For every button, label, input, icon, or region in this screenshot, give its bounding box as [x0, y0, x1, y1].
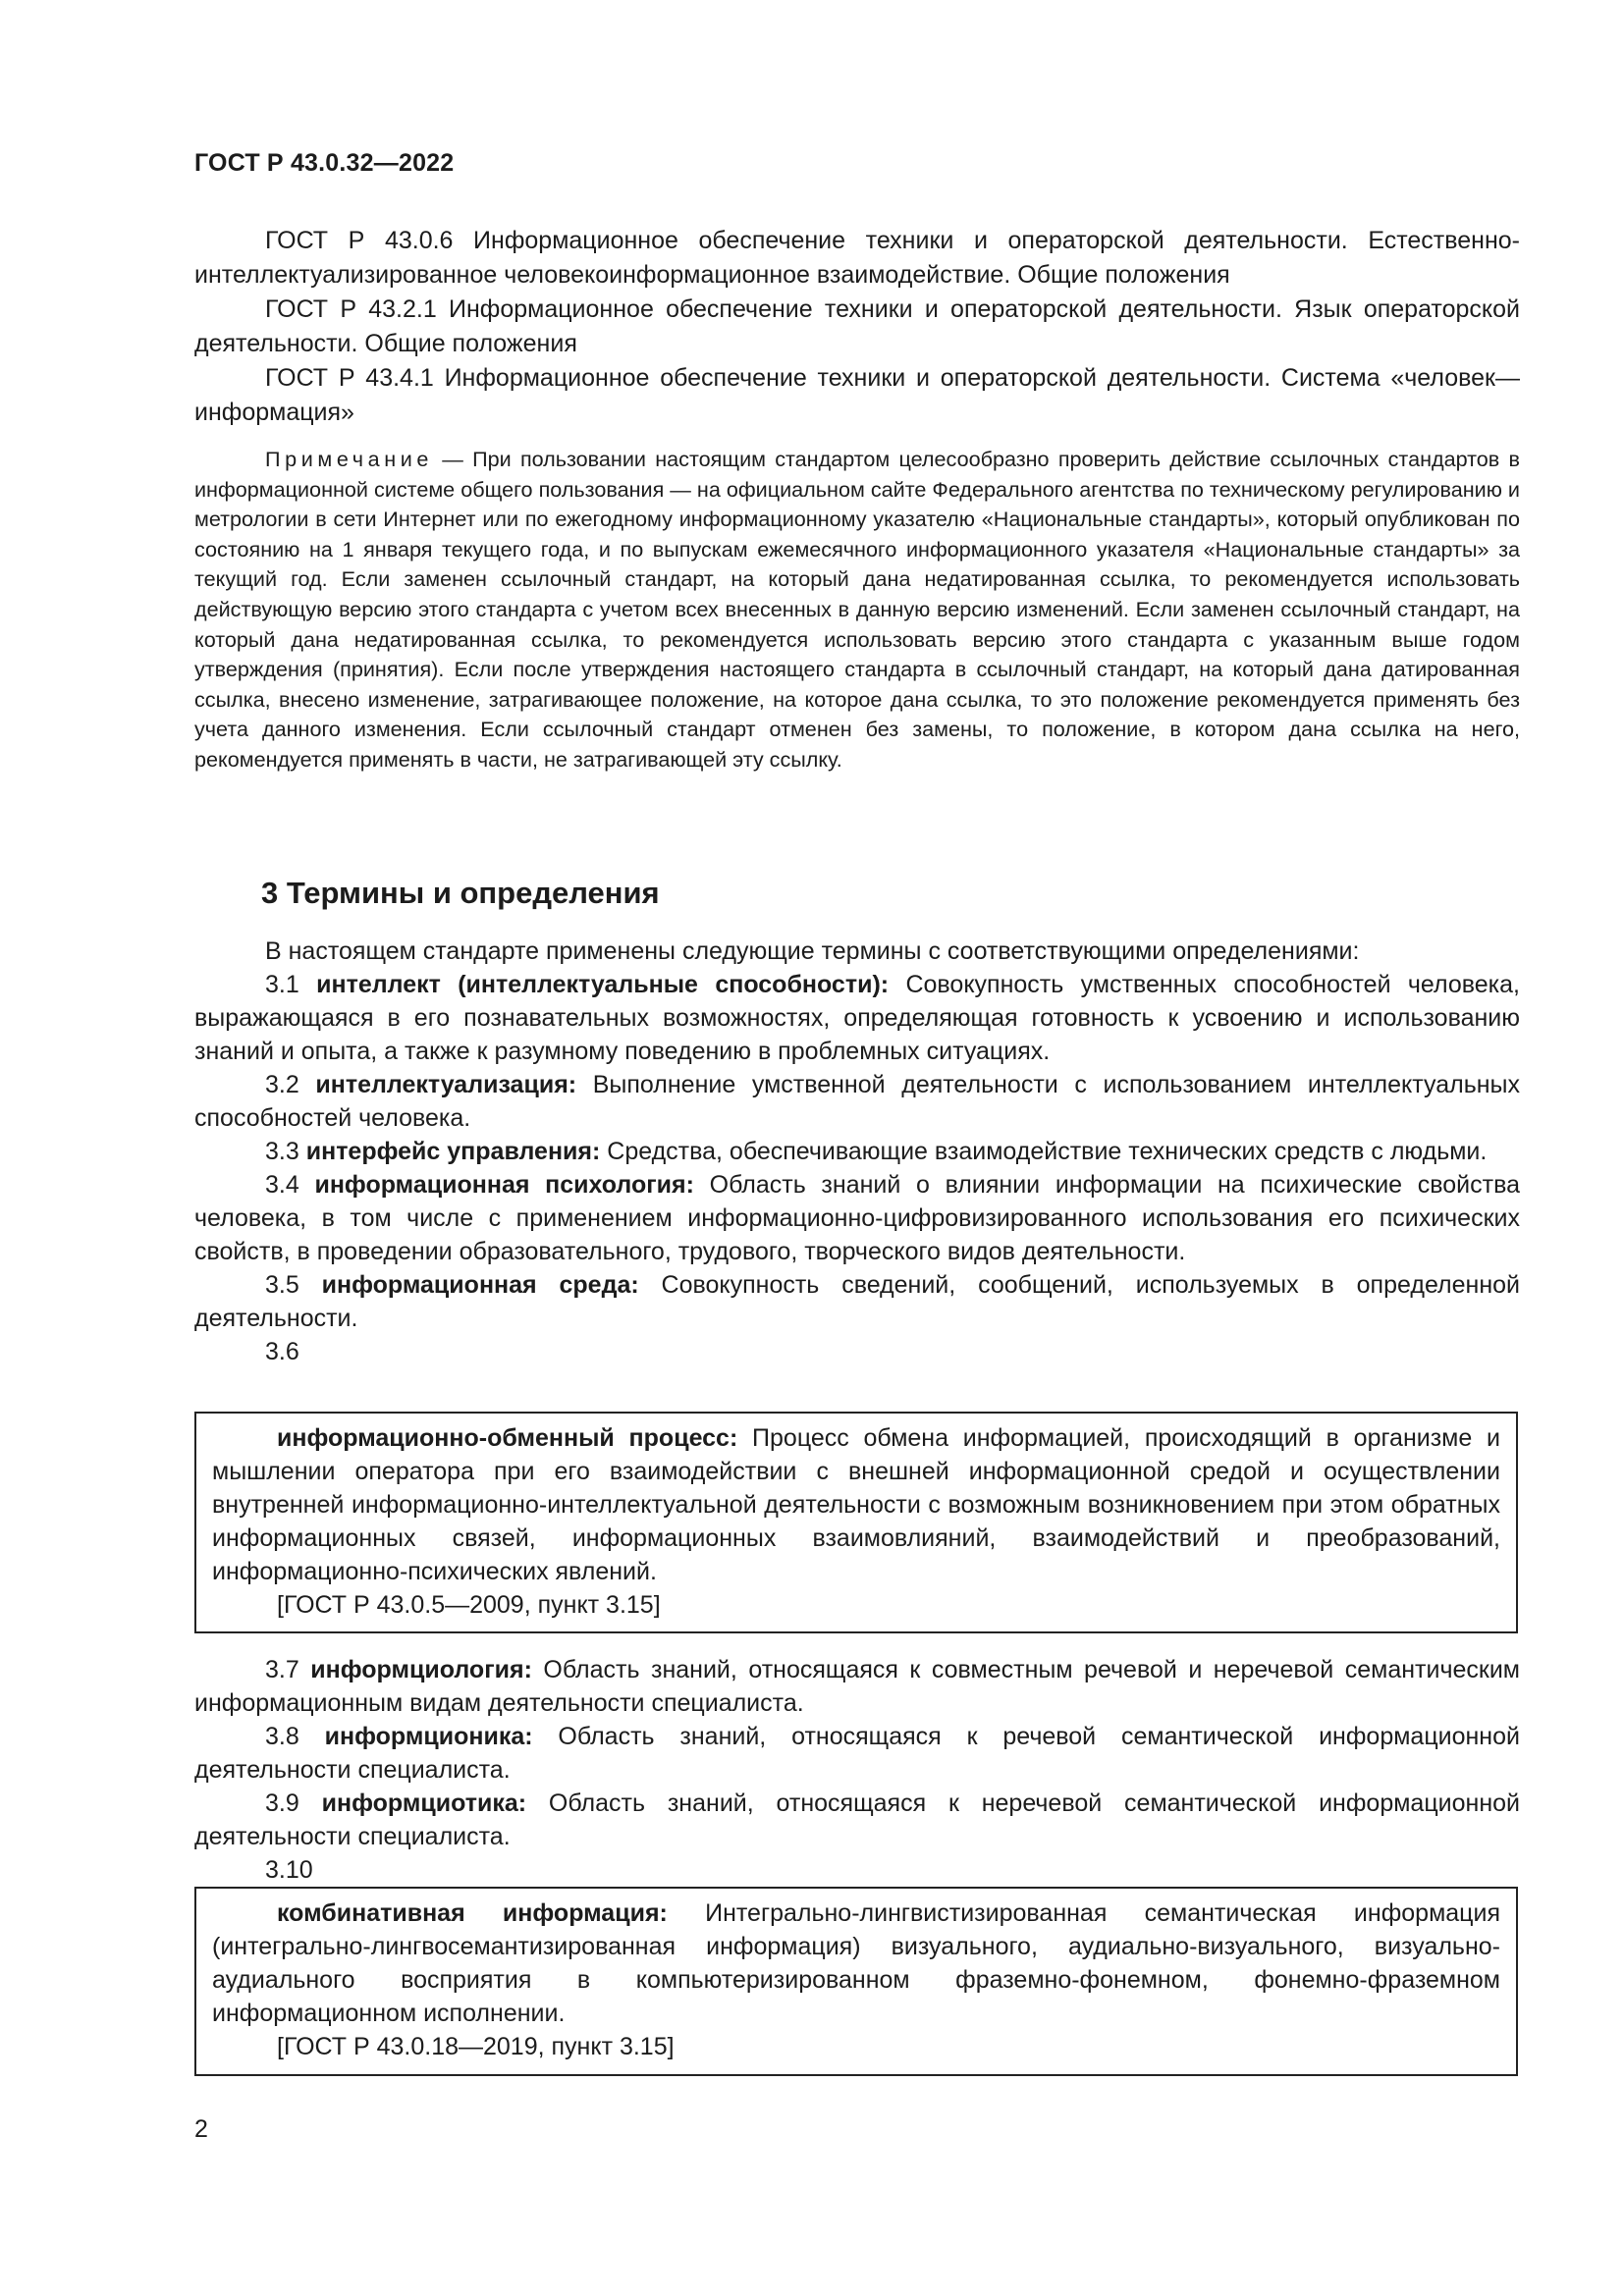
section-title: 3 Термины и определения: [261, 876, 660, 910]
term-name: информциотика:: [321, 1789, 527, 1817]
page-header-doc-id: ГОСТ Р 43.0.32—2022: [194, 149, 455, 177]
term-definition: Область знаний, относящаяся к совместным речевой и неречевой семантическим информационным видам деятельности специалиста.: [194, 1656, 1520, 1717]
term-definition: Выполнение умственной деятельности с использованием интеллектуальных способностей человека.: [194, 1071, 1520, 1132]
term-definition: Область знаний о влиянии информации на психические свойства человека, в том числе с применением информационно-цифровизированного использования его психических свойств, в проведении образовательного, трудового, творческого видов деятельности.: [194, 1171, 1520, 1265]
term-number: 3.2: [265, 1071, 299, 1098]
note-label: Примечание: [265, 447, 433, 471]
note-text: — При пользовании настоящим стандартом целесообразно проверить действие ссылочных стандартов в информационной системе общего пользования — на официальном сайте Федерального агентства по техническому регулированию и метрологии в сети Интернет или по ежегодному информационному указателю «Национальные стандарты», который опубликован по состоянию на 1 января текущего года, и по выпускам ежемесячного информационного указателя «Национальные стандарты» за текущий год. Если заменен ссылочный стандарт, на который дана недатированная ссылка, то рекомендуется использовать действующую версию этого стандарта с учетом всех внесенных в данную версию изменений. Если заменен ссылочный стандарт, на который дана недатированная ссылка, то рекомендуется использовать версию этого стандарта с указанным выше годом утверждения (принятия). Если после утверждения настоящего стандарта в ссылочный стандарт, на который дана датированная ссылка, внесено изменение, затрагивающее положение, на которое дана ссылка, то это положение рекомендуется применять без учета данного изменения. Если ссылочный стандарт отменен без замены, то положение, в котором дана ссылка на него, рекомендуется применять в части, не затрагивающей эту ссылку.: [194, 447, 1520, 772]
term-name: информциология:: [310, 1656, 532, 1683]
page-number: 2: [194, 2115, 208, 2143]
terms-list-a: [194, 934, 1520, 1368]
term-number: 3.9: [265, 1789, 299, 1817]
term-entry: [212, 1896, 1500, 2030]
term-source: [ГОСТ Р 43.0.18—2019, пункт 3.15]: [277, 2033, 675, 2060]
term-definition: Интегрально-лингвистизированная семантическая информация (интегрально-лингвосемантизированная информация) визуального, аудиально-визуального, визуально-аудиального восприятия в компьютеризированном фраземно-фонемном, фонемно-фраземном информационном исполнении.: [212, 1899, 1500, 2027]
term-entry: [194, 1135, 1520, 1168]
term-number: 3.10: [265, 1856, 313, 1884]
quoted-term-box: [194, 1412, 1518, 1633]
term-entry: [194, 968, 1520, 1068]
term-definition: Область знаний, относящаяся к неречевой семантической информационной деятельности специалиста.: [194, 1789, 1521, 1850]
term-definition: Процесс обмена информацией, происходящий в организме и мышлении оператора при его взаимодействии с внешней информационной средой и осуществлении внутренней информационно-интеллектуальной деятельности с возможным возникновением при этом обратных информационных связей, информационных взаимовлияний, взаимодействий и преобразований, информационно-психических явлений.: [212, 1424, 1500, 1585]
term-definition: Совокупность умственных способностей человека, выражающаяся в его познавательных возможностях, определяющая готовность к усвоению и использованию знаний и опыта, а также к разумному поведению в проблемных ситуациях.: [194, 971, 1521, 1065]
term-name: интеллектуализация:: [315, 1071, 577, 1098]
term-name: информационная психология:: [314, 1171, 694, 1199]
term-name: комбинативная информация:: [277, 1899, 668, 1927]
term-definition: Совокупность сведений, сообщений, используемых в определенной деятельности.: [194, 1271, 1520, 1332]
term-definition: Область знаний, относящаяся к речевой семантической информационной деятельности специалиста.: [194, 1723, 1520, 1784]
term-number: 3.8: [265, 1723, 299, 1750]
note-paragraph: [194, 445, 1520, 775]
quoted-term-box: [194, 1887, 1518, 2076]
term-number: 3.6: [265, 1338, 299, 1365]
term-entry: [194, 1720, 1520, 1787]
reference-item: ГОСТ Р 43.4.1 Информационное обеспечение техники и операторской деятельности. Система «человек—информация»: [194, 364, 1520, 426]
term-entry: [194, 1168, 1520, 1268]
term-definition: Средства, обеспечивающие взаимодействие технических средств с людьми.: [600, 1138, 1488, 1165]
term-source: [ГОСТ Р 43.0.5—2009, пункт 3.15]: [277, 1591, 661, 1619]
normative-references: [194, 224, 1520, 430]
term-number: 3.3: [265, 1138, 299, 1165]
reference-item: ГОСТ Р 43.0.6 Информационное обеспечение техники и операторской деятельности. Естественно-интеллектуализированное человекоинформационное взаимодействие. Общие положения: [194, 227, 1520, 289]
term-entry: [194, 1268, 1520, 1335]
term-entry: [194, 1787, 1520, 1853]
term-number: 3.4: [265, 1171, 299, 1199]
term-number: 3.7: [265, 1656, 299, 1683]
term-number: 3.1: [265, 971, 299, 998]
reference-item: ГОСТ Р 43.2.1 Информационное обеспечение техники и операторской деятельности. Язык операторской деятельности. Общие положения: [194, 295, 1520, 357]
term-number: 3.5: [265, 1271, 299, 1299]
term-name: информационная среда:: [321, 1271, 639, 1299]
term-entry: [194, 1068, 1520, 1135]
section-intro: В настоящем стандарте применены следующие термины с соответствующими определениями:: [265, 937, 1360, 965]
term-name: информационно-обменный процесс:: [277, 1424, 738, 1452]
term-entry: [212, 1421, 1500, 1588]
term-name: интеллект (интеллектуальные способности):: [316, 971, 890, 998]
term-entry: [194, 1653, 1520, 1720]
terms-list-b: [194, 1653, 1520, 1887]
term-name: интерфейс управления:: [305, 1138, 601, 1165]
term-name: информционика:: [324, 1723, 533, 1750]
